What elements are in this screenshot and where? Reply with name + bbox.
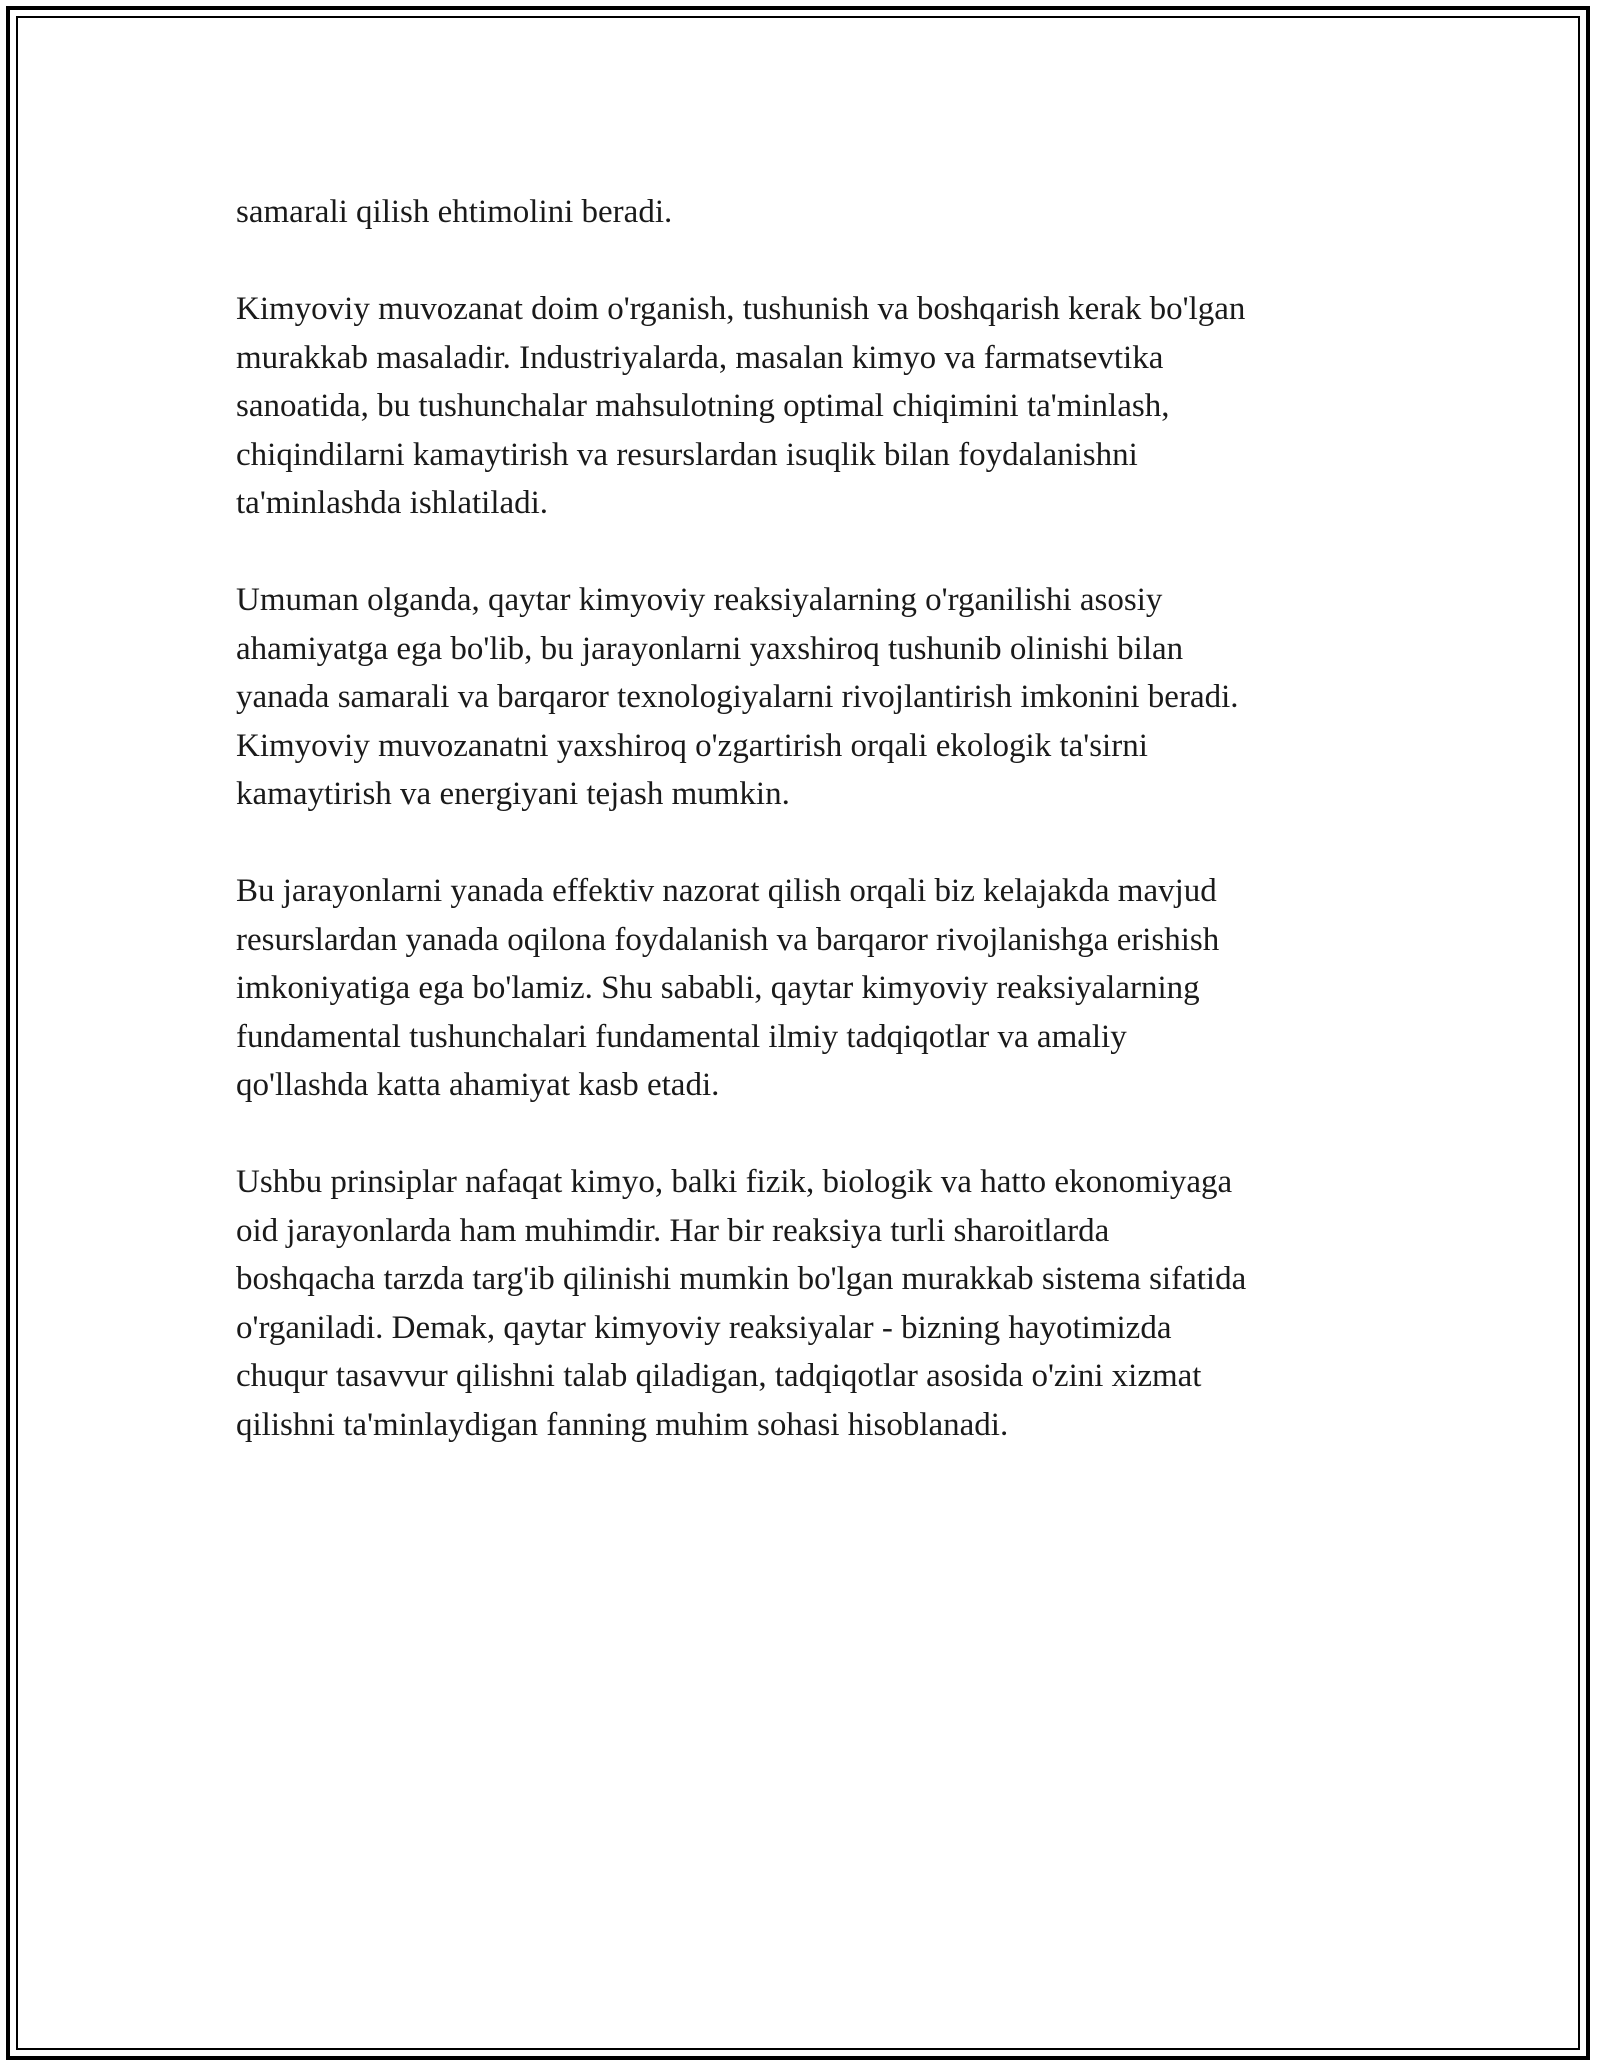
text-line: chuqur tasavvur qilishni talab qiladigan, tadqiqotlar asosida o'zini xizmat [236,1358,1202,1394]
text-line: chiqindilarni kamaytirish va resurslardan isuqlik bilan foydalanishni [236,436,1138,473]
document-body [236,188,1376,1498]
text-line: murakkab masaladir. Industriyalarda, masalan kimyo va farmatsevtika [236,339,1164,376]
paragraph [236,867,1376,1110]
text-line: fundamental tushunchalari fundamental ilmiy tadqiqotlar va amaliy [236,1018,1127,1055]
text-line: qo'llashda katta ahamiyat kasb etadi. [236,1067,720,1103]
text-line: kamaytirish va energiyani tejash mumkin. [236,776,790,812]
text-line: yanada samarali va barqaror texnologiyalarni rivojlantirish imkonini beradi. [236,679,1239,715]
text-line: Ushbu prinsiplar nafaqat kimyo, balki fizik, biologik va hatto ekonomiyaga [236,1164,1233,1200]
text-line: Kimyoviy muvozanatni yaxshiroq o'zgartirish orqali ekologik ta'sirni [236,727,1148,764]
paragraph [236,1158,1376,1449]
text-line: resurslardan yanada oqilona foydalanish va barqaror rivojlanishga erishish [236,921,1220,958]
text-line: sanoatida, bu tushunchalar mahsulotning optimal chiqimini ta'minlash, [236,388,1170,424]
text-line: o'rganiladi. Demak, qaytar kimyoviy reaksiyalar - bizning hayotimizda [236,1309,1172,1346]
paragraph [236,188,1376,237]
paragraph [236,576,1376,819]
paragraph [236,285,1376,528]
text-line: samarali qilish ehtimolini beradi. [236,194,673,230]
text-line: Umuman olganda, qaytar kimyoviy reaksiyalarning o'rganilishi asosiy [236,582,1163,618]
text-line: Bu jarayonlarni yanada effektiv nazorat qilish orqali biz kelajakda mavjud [236,873,1217,909]
text-line: Kimyoviy muvozanat doim o'rganish, tushunish va boshqarish kerak bo'lgan [236,291,1246,327]
text-line: oid jarayonlarda ham muhimdir. Har bir reaksiya turli sharoitlarda [236,1212,1110,1249]
text-line: qilishni ta'minlaydigan fanning muhim sohasi hisoblanadi. [236,1406,1009,1443]
text-line: ta'minlashda ishlatiladi. [236,485,549,521]
text-line: imkoniyatiga ega bo'lamiz. Shu sababli, qaytar kimyoviy reaksiyalarning [236,970,1200,1006]
text-line: boshqacha tarzda targ'ib qilinishi mumkin bo'lgan murakkab sistema sifatida [236,1261,1247,1297]
text-line: ahamiyatga ega bo'lib, bu jarayonlarni yaxshiroq tushunib olinishi bilan [236,630,1184,667]
